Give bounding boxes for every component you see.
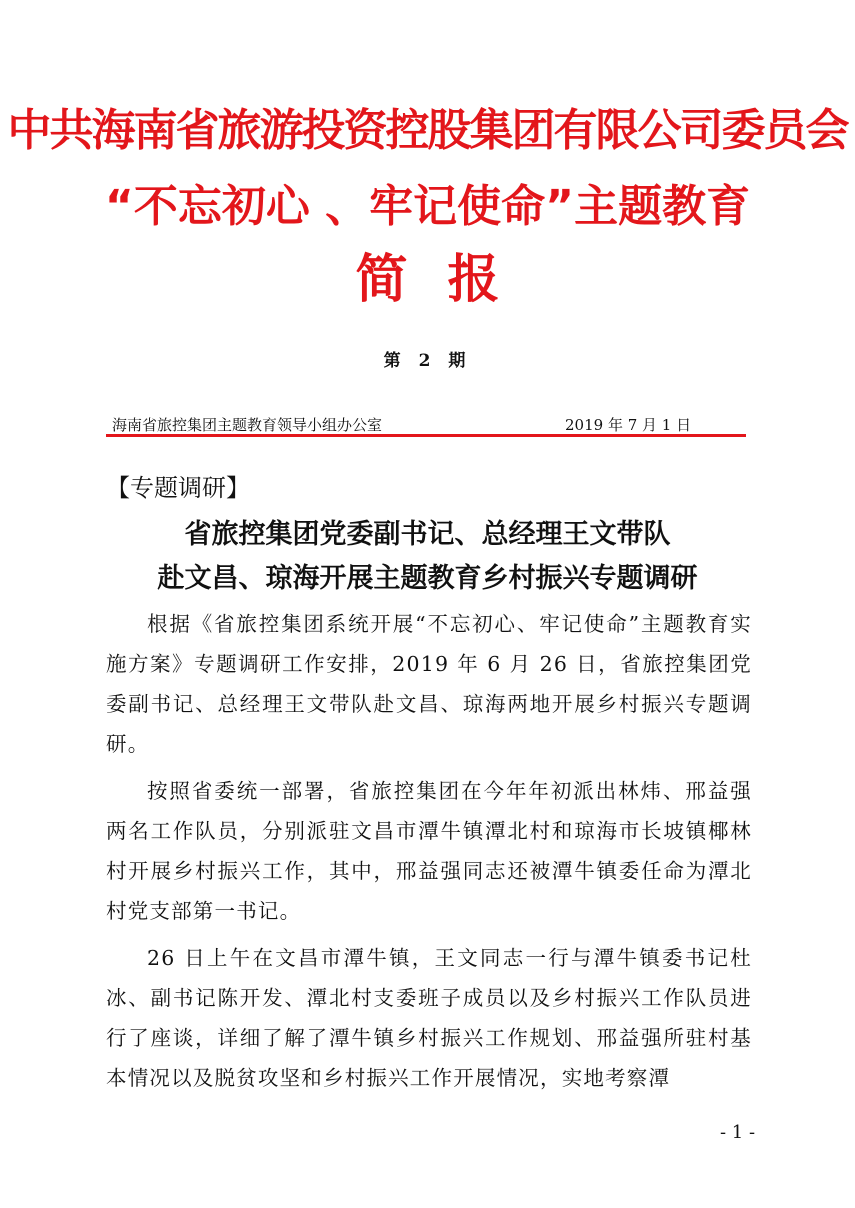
article-body	[106, 604, 752, 1098]
article-title-line-2: 赴文昌、琼海开展主题教育乡村振兴专题调研	[157, 563, 698, 594]
paragraph-2: 按照省委统一部署，省旅控集团在今年年初派出林炜、邢益强两名工作队员，分别派驻文昌市潭牛镇潭北村和琼海市长坡镇椰林村开展乡村振兴工作，其中，邢益强同志还被潭牛镇委任命为潭北村党支部第一书记。	[106, 779, 752, 923]
campaign-title: “不忘初心 、牢记使命”主题教育	[104, 181, 751, 232]
page-number: - 1 -	[720, 1122, 756, 1143]
paragraph-1: 根据《省旅控集团系统开展“不忘初心、牢记使命”主题教育实施方案》专题调研工作安排，2019 年 6 月 26 日，省旅控集团党委副书记、总经理王文带队赴文昌、琼海两地开展乡村振兴专题调研。	[106, 612, 752, 756]
issuer: 海南省旅控集团主题教育领导小组办公室	[112, 416, 383, 434]
bulletin-title: 简报	[355, 250, 540, 310]
issue-number: 第 2 期	[383, 351, 472, 371]
paragraph-3: 26 日上午在文昌市潭牛镇，王文同志一行与潭牛镇委书记杜冰、副书记陈开发、潭北村支委班子成员以及乡村振兴工作队员进行了座谈，详细了解了潭牛镇乡村振兴工作规划、邢益强所驻村基本情况以及脱贫攻坚和乡村振兴工作开展情况，实地考察潭	[106, 946, 752, 1090]
issue-date: 2019 年 7 月 1 日	[565, 416, 692, 434]
section-tag: 【专题调研】	[106, 474, 250, 502]
article-title-line-1: 省旅控集团党委副书记、总经理王文带队	[184, 519, 671, 550]
red-divider	[106, 434, 746, 437]
org-title: 中共海南省旅游投资控股集团有限公司委员会	[7, 105, 848, 156]
